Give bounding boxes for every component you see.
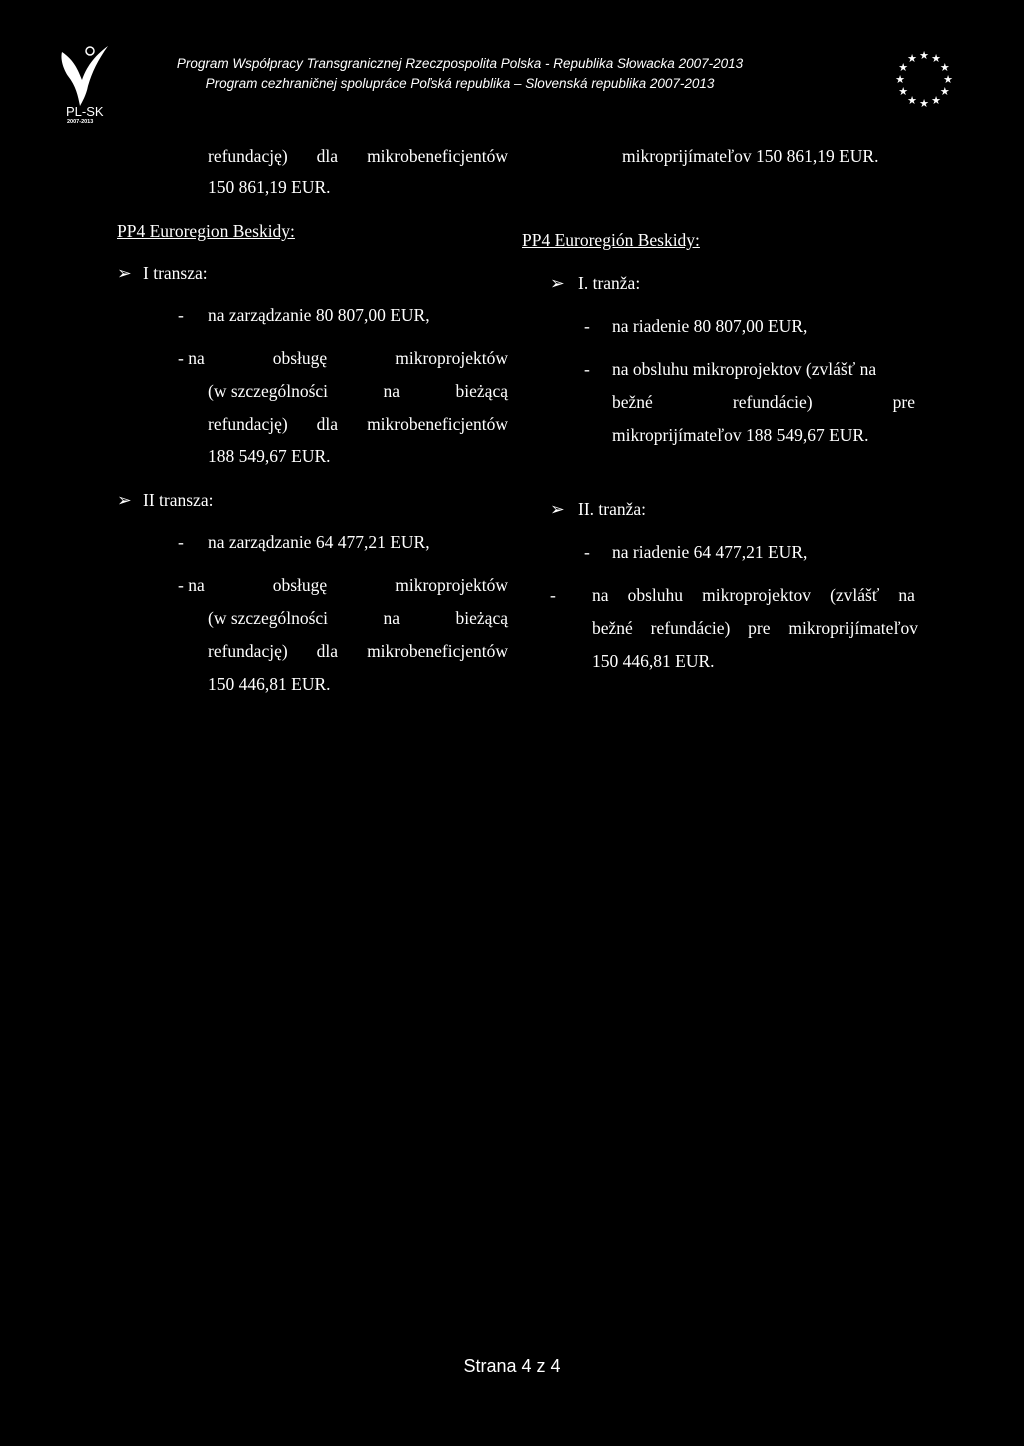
left-tranche2-service-line1: - na obsługę mikroprojektów xyxy=(178,575,508,595)
eu-star: ★ xyxy=(939,86,950,98)
header-line-2: Program cezhraničnej spolupráce Poľská republika – Slovenská republika 2007-2013 xyxy=(205,76,715,91)
left-tranche1-service-amount: 188 549,67 EUR. xyxy=(208,446,331,466)
eu-star: ★ xyxy=(939,62,950,74)
eu-star: ★ xyxy=(907,94,917,107)
left-top-cont-amount: 150 861,19 EUR. xyxy=(208,177,331,197)
eu-star: ★ xyxy=(898,86,909,98)
arrow-bullet-icon: ➢ xyxy=(117,263,132,283)
right-top-cont: mikroprijímateľov 150 861,19 EUR. xyxy=(622,146,879,166)
right-tranche2-label: ➢ II. tranža: xyxy=(550,499,647,519)
logo-years: 2007-2013 xyxy=(67,119,94,124)
right-tranche2-service-line2: bežné refundácie) pre mikroprijímateľov xyxy=(592,618,918,638)
left-tranche2-service-amount: 150 446,81 EUR. xyxy=(208,674,331,694)
left-tranche2-service-line3: refundację) dla mikrobeneficjentów xyxy=(208,641,508,661)
page-number: Strana 4 z 4 xyxy=(463,1356,561,1376)
eu-star: ★ xyxy=(919,98,929,110)
left-tranche2-mgmt: - na zarządzanie 64 477,21 EUR, xyxy=(178,532,430,552)
right-tranche2-service-line1: na obsluhu mikroprojektov (zvlášť na xyxy=(592,585,915,605)
left-tranche1-service-line2: (w szczególności na bieżącą xyxy=(208,381,508,401)
left-section-title: PP4 Euroregion Beskidy: xyxy=(117,221,295,241)
left-top-cont-line: refundację) dla mikrobeneficjentów xyxy=(208,146,508,166)
right-tranche1-service-line2: bežné refundácie) pre xyxy=(612,392,915,412)
eu-star: ★ xyxy=(931,94,941,107)
right-tranche1-label: ➢ I. tranža: xyxy=(550,273,641,293)
left-tranche1-service-line3: refundację) dla mikrobeneficjentów xyxy=(208,414,508,434)
right-tranche2-mgmt: - na riadenie 64 477,21 EUR, xyxy=(584,542,808,562)
right-tranche2-dash: - xyxy=(550,585,556,605)
header-line-1: Program Współpracy Transgranicznej Rzeczpospolita Polska - Republika Słowacka 2007-2013 xyxy=(176,56,744,71)
logo-text: PL-SK xyxy=(66,104,104,119)
eu-star: ★ xyxy=(943,74,953,86)
left-tranche1-label: ➢ I transza: xyxy=(117,263,208,283)
arrow-bullet-icon: ➢ xyxy=(550,499,565,519)
right-tranche2-service-amount: 150 446,81 EUR. xyxy=(592,651,715,671)
arrow-bullet-icon: ➢ xyxy=(550,273,565,293)
right-tranche1-service-line3: mikroprijímateľov 188 549,67 EUR. xyxy=(612,425,869,445)
eu-stars-icon xyxy=(893,48,955,110)
eu-star: ★ xyxy=(919,50,929,62)
left-tranche2-service-line2: (w szczególności na bieżącą xyxy=(208,608,508,628)
right-section-title: PP4 Euroregión Beskidy: xyxy=(522,230,700,250)
right-tranche1-service-line1: - na obsluhu mikroprojektov (zvlášť na xyxy=(584,359,877,379)
left-tranche1-service-line1: - na obsługę mikroprojektów xyxy=(178,348,508,368)
left-tranche2-label: ➢ II transza: xyxy=(117,490,214,510)
eu-star: ★ xyxy=(907,53,917,66)
eu-star: ★ xyxy=(895,74,905,86)
left-tranche1-mgmt: - na zarządzanie 80 807,00 EUR, xyxy=(178,305,430,325)
right-tranche1-mgmt: - na riadenie 80 807,00 EUR, xyxy=(584,316,808,336)
eu-star: ★ xyxy=(898,62,909,74)
eu-star: ★ xyxy=(931,53,941,66)
arrow-bullet-icon: ➢ xyxy=(117,490,132,510)
